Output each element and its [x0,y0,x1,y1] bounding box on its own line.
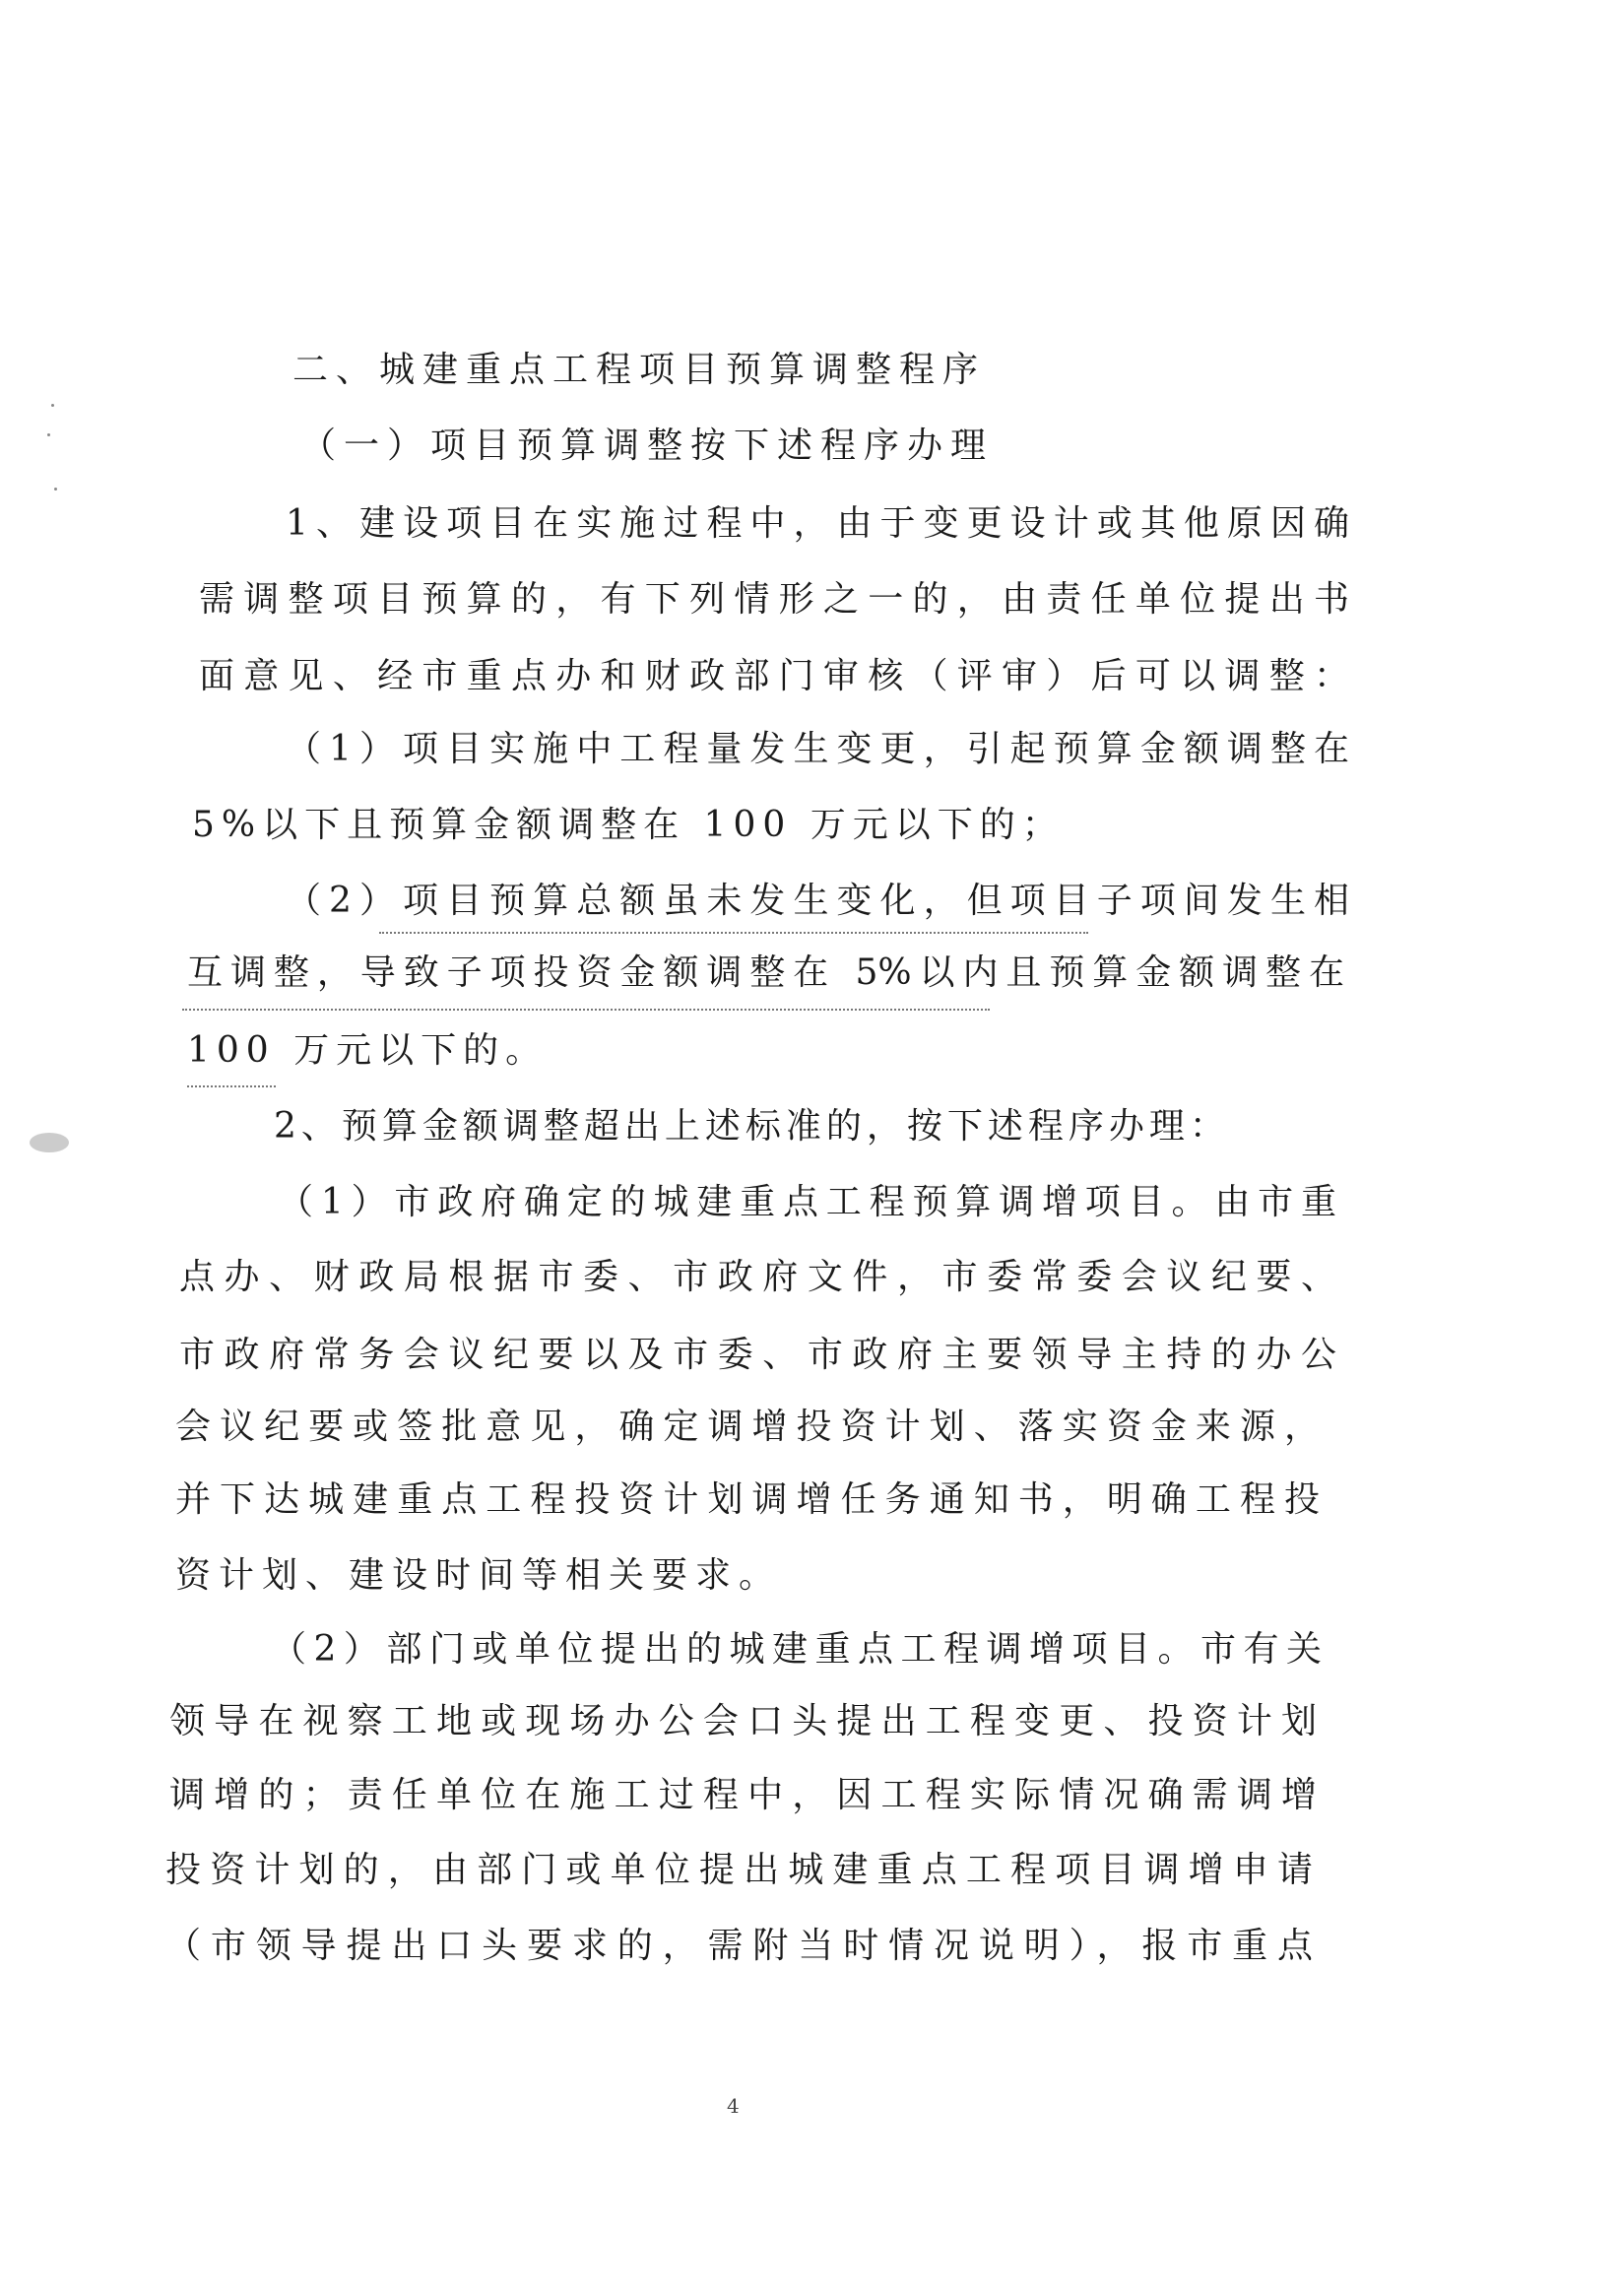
paragraph-line: 5%以下且预算金额调整在 100 万元以下的； [192,805,1065,845]
paragraph-line: 并下达城建重点工程投资计划调增任务通知书，明确工程投 [175,1479,1320,1520]
handwritten-underline [182,1005,990,1011]
scan-speck [54,488,57,491]
paragraph-line: 会议纪要或签批意见，确定调增投资计划、落实资金来源， [175,1407,1320,1447]
paragraph-line: （市领导提出口头要求的，需附当时情况说明），报市重点 [165,1926,1313,1966]
paragraph-line: 调增的；责任单位在施工过程中，因工程实际情况确需调增 [169,1775,1317,1815]
scan-speck [51,404,54,407]
paragraph-line: （1）项目实施中工程量发生变更，引起预算金额调整在 [286,729,1349,769]
paragraph-line: 互调整，导致子项投资金额调整在 5%以内且预算金额调整在 [187,952,1344,993]
paragraph-line: 100 万元以下的。 [187,1030,549,1071]
scan-speck [47,433,50,436]
paragraph-line: （2）部门或单位提出的城建重点工程调增项目。市有关 [271,1629,1322,1670]
paragraph-line: 2、预算金额调整超出上述标准的，按下述程序办理： [274,1106,1230,1147]
paragraph-line: 需调整项目预算的，有下列情形之一的，由责任单位提出书 [199,579,1349,620]
handwritten-underline [379,928,1088,934]
paragraph-line: 资计划、建设时间等相关要求。 [175,1555,783,1596]
paragraph-line: 市政府常务会议纪要以及市委、市政府主要领导主持的办公 [179,1335,1336,1375]
paragraph-line: （2）项目预算总额虽未发生变化，但项目子项间发生相 [286,881,1349,921]
page-number: 4 [727,2094,740,2118]
scan-noise [30,1133,69,1152]
paragraph-line: 点办、财政局根据市委、市政府文件，市委常委会议纪要、 [179,1257,1336,1297]
paragraph-line: 1、建设项目在实施过程中，由于变更设计或其他原因确 [286,503,1349,544]
paragraph-line: 领导在视察工地或现场办公会口头提出工程变更、投资计划 [169,1701,1317,1741]
handwritten-underline [187,1082,276,1087]
paragraph-line: 面意见、经市重点办和财政部门审核（评审）后可以调整： [199,656,1349,696]
section-heading: 二、城建重点工程项目预算调整程序 [292,350,987,390]
paragraph-line: 投资计划的，由部门或单位提出城建重点工程项目调增申请 [165,1850,1313,1890]
paragraph-line: （1）市政府确定的城建重点工程预算调增项目。由市重 [278,1182,1336,1222]
subsection-heading: （一）项目预算调整按下述程序办理 [300,426,995,466]
